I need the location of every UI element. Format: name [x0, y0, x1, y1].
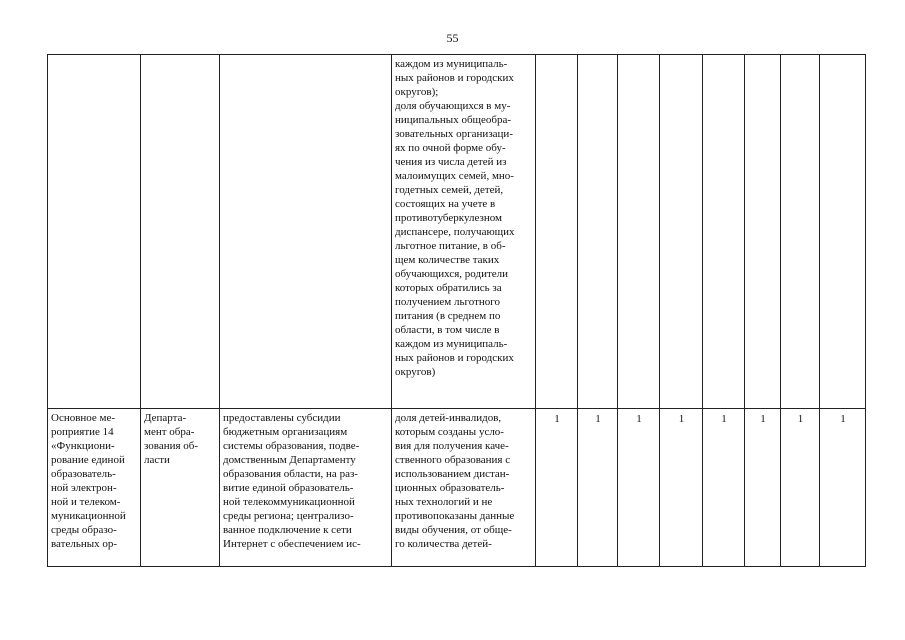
expected-result-cell [220, 55, 392, 409]
value-cell [536, 55, 578, 409]
value-cell [618, 55, 660, 409]
value-cell [660, 55, 703, 409]
value-cell: 1 [660, 409, 703, 567]
responsible-executor-cell [141, 55, 220, 409]
indicator-cell: доля детей-инвалидов, которым созданы усло- вия для получения каче- ственного образования с использованием дистан- ционных образователь- ных технологий и не противопоказаны данные виды обучения, от обще- го количества детей- [392, 409, 536, 567]
value-cell [745, 55, 781, 409]
value-cell: 1 [820, 409, 866, 567]
value-cell [781, 55, 820, 409]
value-cell: 1 [578, 409, 618, 567]
measures-table [47, 54, 866, 567]
value-cell: 1 [536, 409, 578, 567]
table-row [48, 409, 866, 567]
value-cell: 1 [745, 409, 781, 567]
expected-result-cell: предоставлены субсидии бюджетным организациям системы образования, подве- домственным Департаменту образования области, на раз- витие единой образователь- ной телекоммуникационной среды региона; централизо- ванное подключение к сети Интернет с обеспечением ис- [220, 409, 392, 567]
value-cell: 1 [703, 409, 745, 567]
page-number: 55 [446, 31, 459, 45]
value-cell [820, 55, 866, 409]
value-cell [703, 55, 745, 409]
value-cell [578, 55, 618, 409]
measure-name-cell [48, 55, 141, 409]
indicator-cell: каждом из муниципаль- ных районов и городских округов); доля обучающихся в му- ниципальных общеобра- зовательных организаци- ях по очной форме обу- чения из числа детей из малоимущих семей, мно- годетных семей, детей, состоящих на учете в противотуберкулезном диспансере, получающих льготное питание, в об- щем количестве таких обучающихся, родители которых обратились за получением льготного питания (в среднем по области, в том числе в каждом из муниципаль- ных районов и городских округов) [392, 55, 536, 409]
table-row [48, 55, 866, 409]
responsible-executor-cell: Департа- мент обра- зования об- ласти [141, 409, 220, 567]
measure-name-cell: Основное ме- роприятие 14 «Функциони- рование единой образователь- ной электрон- ной и телеком- муникационной среды образо- вательных ор- [48, 409, 141, 567]
value-cell: 1 [618, 409, 660, 567]
value-cell: 1 [781, 409, 820, 567]
